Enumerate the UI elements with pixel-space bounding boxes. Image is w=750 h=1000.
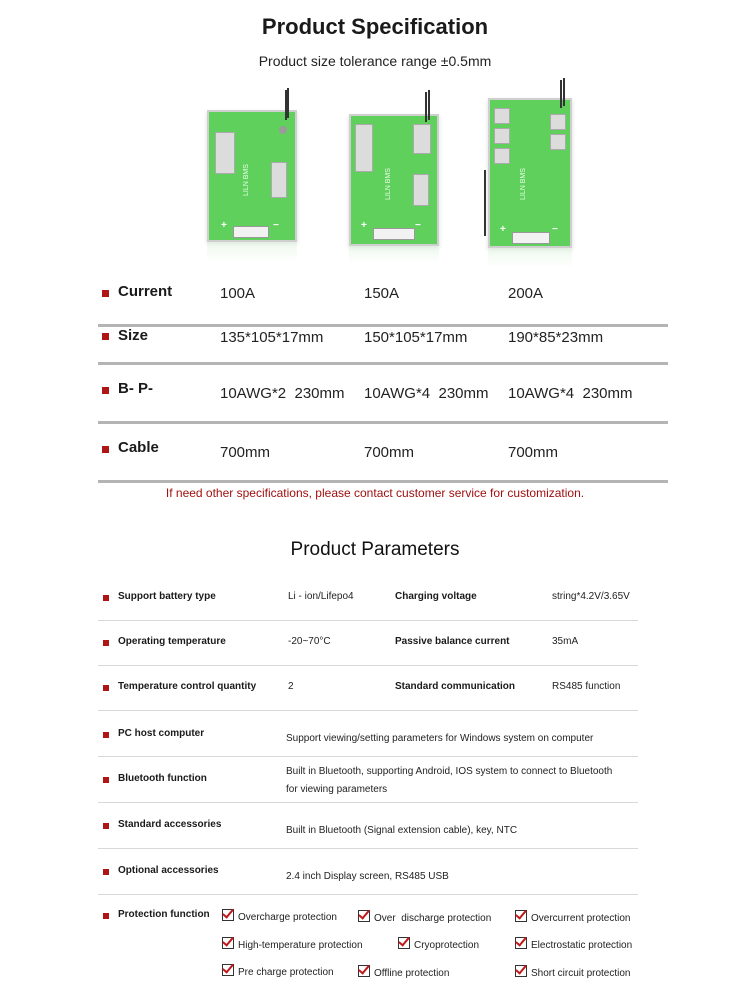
bms-board-150a-image: + − LILN BMS [349, 114, 439, 246]
params-title: Product Parameters [290, 539, 460, 560]
protection-label: Protection function [118, 909, 210, 920]
param-value: RS485 function [552, 681, 621, 692]
spec-value: 700mm [220, 444, 271, 461]
check-icon [398, 937, 410, 949]
param-label: PC host computer [118, 728, 205, 739]
param-label: Passive balance current [395, 636, 510, 647]
protection-item: Over discharge protection [358, 910, 491, 924]
param-row [98, 576, 638, 621]
bullet-square [102, 387, 109, 394]
bullet-square [103, 823, 109, 829]
bullet-square [103, 595, 109, 601]
param-row [98, 621, 638, 666]
param-label: Operating temperature [118, 636, 226, 647]
board-reflection [349, 246, 439, 264]
bullet-square [103, 913, 109, 919]
param-value: 35mA [552, 636, 579, 647]
protection-item: Overcurrent protection [515, 910, 631, 924]
check-icon [358, 910, 370, 922]
check-icon [358, 965, 370, 977]
bullet-square [103, 777, 109, 783]
check-icon [515, 965, 527, 977]
param-row [98, 803, 638, 849]
spec-value: 200A [508, 285, 544, 302]
protection-item: High-temperature protection [222, 937, 363, 951]
spec-row-label: Current [118, 283, 173, 300]
customization-notice: If need other specifications, please contact customer service for customization. [165, 486, 585, 500]
param-value: for viewing parameters [286, 784, 388, 795]
bullet-square [103, 685, 109, 691]
board-label: LILN BMS [243, 164, 250, 196]
param-value: Built in Bluetooth, supporting Android, IOS system to connect to Bluetooth [286, 766, 613, 777]
spec-row-label: Cable [118, 439, 159, 456]
spec-value: 10AWG*4 230mm [364, 385, 489, 402]
spec-value: 700mm [364, 444, 415, 461]
param-label: Bluetooth function [118, 773, 207, 784]
board-label: LILN BMS [520, 168, 527, 200]
param-label: Support battery type [118, 591, 216, 602]
bullet-square [102, 290, 109, 297]
board-label: LILN BMS [385, 168, 392, 200]
spec-title: Product Specification [261, 14, 489, 39]
check-icon [222, 909, 234, 921]
protection-item: Cryoprotection [398, 937, 479, 951]
check-icon [515, 937, 527, 949]
bms-board-100a-image: + − LILN BMS [207, 110, 297, 242]
spec-value: 10AWG*4 230mm [508, 385, 633, 402]
bullet-square [102, 333, 109, 340]
protection-item: Pre charge protection [222, 964, 334, 978]
protection-item: Overcharge protection [222, 909, 337, 923]
param-value: Built in Bluetooth (Signal extension cable), key, NTC [286, 825, 518, 836]
spec-value: 135*105*17mm [220, 329, 324, 346]
board-reflection [207, 242, 297, 262]
param-label: Standard accessories [118, 819, 222, 830]
spec-value: 150A [364, 285, 400, 302]
param-value: 2.4 inch Display screen, RS485 USB [286, 871, 449, 882]
param-value: Li - ion/Lifepo4 [288, 591, 354, 602]
protection-item: Short circuit protection [515, 965, 631, 979]
spec-value: 100A [220, 285, 256, 302]
spec-row-label: B- P- [118, 380, 153, 397]
check-icon [515, 910, 527, 922]
spec-value: 190*85*23mm [508, 329, 604, 346]
spec-value: 10AWG*2 230mm [220, 385, 345, 402]
param-label: Optional accessories [118, 865, 219, 876]
spec-row-cable [98, 424, 668, 483]
spec-value: 700mm [508, 444, 559, 461]
bullet-square [103, 640, 109, 646]
spec-subtitle: Product size tolerance range ±0.5mm [258, 53, 492, 69]
check-icon [222, 937, 234, 949]
spec-row-size [98, 306, 668, 365]
bullet-square [103, 732, 109, 738]
spec-value: 150*105*17mm [364, 329, 468, 346]
param-label: Standard communication [395, 681, 516, 692]
param-value: string*4.2V/3.65V [552, 591, 630, 602]
spec-row-b-p [98, 365, 668, 424]
param-row [98, 666, 638, 711]
bullet-square [103, 869, 109, 875]
param-row [98, 849, 638, 895]
spec-row-label: Size [118, 327, 149, 344]
bms-board-200a-image: + − LILN BMS [488, 98, 572, 248]
check-icon [222, 964, 234, 976]
param-row [98, 711, 638, 757]
param-value: 2 [288, 681, 294, 692]
bullet-square [102, 446, 109, 453]
param-label: Temperature control quantity [118, 681, 257, 692]
param-label: Charging voltage [395, 591, 477, 602]
param-row [98, 757, 638, 803]
param-value: Support viewing/setting parameters for Windows system on computer [286, 733, 594, 744]
protection-item: Electrostatic protection [515, 937, 632, 951]
protection-item: Offline protection [358, 965, 449, 979]
param-value: -20~70°C [288, 636, 331, 647]
board-reflection [488, 248, 572, 268]
